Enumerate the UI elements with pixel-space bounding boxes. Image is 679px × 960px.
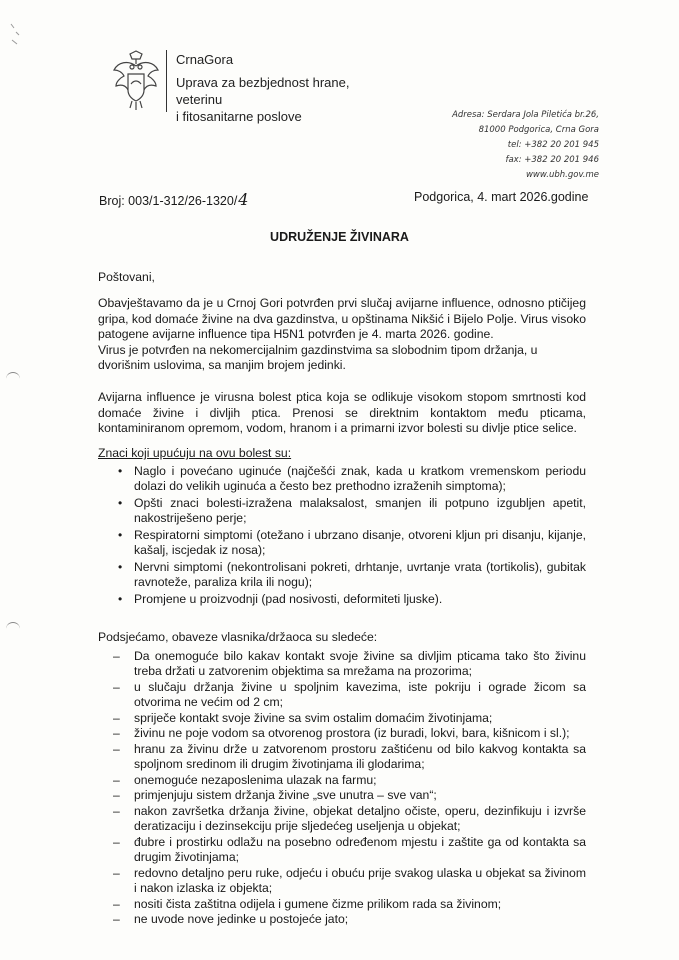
fax: fax: +382 20 201 946 — [505, 155, 599, 165]
header-divider — [166, 50, 167, 112]
handwritten-number: 4 — [238, 190, 249, 209]
dash-icon: – — [113, 834, 120, 849]
dash-icon: – — [113, 741, 120, 756]
list-item-text: Promjene u proizvodnji (pad nosivosti, deformiteti ljuske). — [134, 591, 443, 606]
dash-icon: – — [113, 912, 120, 926]
list-item-text: ne uvode nove jedinke u postojeće jato; — [134, 912, 349, 926]
bullet-icon: • — [118, 495, 123, 510]
pen-mark — [8, 22, 22, 48]
list-item — [98, 742, 586, 773]
punch-hole-mark — [6, 622, 20, 633]
symptoms-list — [98, 464, 586, 608]
list-item — [98, 560, 586, 591]
reference-number — [99, 190, 248, 209]
list-item — [98, 496, 586, 527]
address: Adresa: Serdara Jola Piletića br.26, — [452, 110, 599, 120]
list-item-text: Da onemoguće bilo kakav kontakt svoje živine sa divljim pticama tako što živinu treba držati u zatvorenim objektima sa mrežama na prozorima; — [134, 648, 586, 678]
dash-icon: – — [113, 648, 120, 663]
obligations-list — [98, 649, 586, 928]
symptoms-section — [98, 446, 586, 608]
bullet-icon: • — [118, 559, 123, 574]
list-item-text: đubre i prostirku odlažu na posebno određenom mjestu i zaštite ga od kontakta sa drugim životinjama; — [134, 834, 586, 864]
list-item — [98, 649, 586, 680]
paragraph-2: Avijarna influence je virusna bolest ptica koja se odlikuje visokom stopom smrtnosti kod domaće živine i divljih ptica. Prenosi se direktnim kontaktom među pticama, kontaminiranom opremom, vodom, hranom i a primarni izvor bolesti su divlje ptice selice. — [98, 390, 586, 435]
paragraph-1 — [98, 296, 586, 374]
bullet-icon: • — [118, 591, 123, 606]
punch-hole-mark — [6, 372, 20, 383]
website: www.ubh.gov.me — [525, 170, 599, 180]
dash-icon: – — [113, 710, 120, 725]
list-item-text: živinu ne poje vodom sa otvorenog prostora (iz buradi, lokvi, bara, kišnicom i sl.); — [134, 726, 570, 740]
symptoms-heading: Znaci koji upućuju na ovu bolest su: — [98, 446, 292, 460]
list-item-text: nakon završetka držanja živine, objekat detaljno očiste, operu, dezinfikuju i izvrše deratizaciju i dezinsekciju prije sljedećeg useljenja u objekat; — [134, 803, 586, 833]
greeting: Poštovani, — [98, 270, 155, 284]
list-item — [98, 726, 586, 742]
obligations-heading: Podsjećamo, obaveze vlasnika/držaoca su sledeće: — [98, 630, 378, 644]
list-item-text: Naglo i povećano uginuće (najčešći znak, kada u kratkom vremenskom periodu dolazi do velikih uginuća a često bez prethodno izraženih simptoma); — [134, 463, 586, 493]
list-item — [98, 592, 586, 608]
dash-icon: – — [113, 865, 120, 880]
dash-icon: – — [113, 772, 120, 787]
list-item-text: nositi čista zaštitna odijela i gumene čizme prilikom rada sa živinom; — [134, 896, 502, 911]
dash-icon: – — [113, 896, 120, 911]
city: 81000 Podgorica, Crna Gora — [478, 125, 599, 135]
paragraph-1b-text: Virus je potvrđen na nekomercijalnim gazdinstvima sa slobodnim tipom držanja, u dvorišnim uslovima, sa manjim brojem jedinki. — [98, 342, 538, 372]
list-item-text: primjenjuju sistem držanja živine „sve unutra – sve van“; — [134, 788, 437, 802]
dash-icon: – — [113, 679, 120, 694]
list-item-text: Respiratorni simptomi (otežano i ubrzano disanje, otvoreni kljun pri disanju, kijanje, kašalj, iscjedak iz nosa); — [134, 527, 586, 557]
country-name: CrnaGora — [176, 52, 234, 67]
institution-name-line2: i fitosanitarne poslove — [176, 109, 302, 124]
list-item-text: onemoguće nezaposlenima ulazak na farmu; — [134, 772, 377, 787]
list-item — [98, 528, 586, 559]
dash-icon: – — [113, 803, 120, 818]
institution-header — [176, 51, 396, 125]
dash-icon: – — [113, 726, 120, 740]
institution-name-line1: Uprava za bezbjednost hrane, veterinu — [176, 75, 350, 107]
reference-number-text: Broj: 003/1-312/26-1320/ — [99, 194, 238, 208]
coat-of-arms-icon — [110, 50, 162, 114]
list-item — [98, 835, 586, 866]
list-item — [98, 912, 586, 928]
list-item — [98, 773, 586, 789]
list-item — [98, 788, 586, 804]
dash-icon: – — [113, 788, 120, 802]
list-item-text: hranu za živinu drže u zatvorenom prostoru zaštićenu od bilo kakvog kontakta sa spoljnom sredinom ili drugim životinjama ili glodarima; — [134, 741, 586, 771]
phone: tel: +382 20 201 945 — [507, 140, 599, 150]
list-item — [98, 804, 586, 835]
obligations-section — [98, 630, 586, 928]
bullet-icon: • — [118, 527, 123, 542]
list-item-text: u slučaju držanja živine u spoljnim kavezima, iste pokriju i ograde žicom sa otvorima ne većim od 2 cm; — [134, 679, 586, 709]
list-item — [98, 680, 586, 711]
document-title: UDRUŽENJE ŽIVINARA — [270, 230, 409, 244]
list-item — [98, 711, 586, 727]
list-item-text: redovno detaljno peru ruke, odjeću i obuću prije svakog ulaska u objekat sa živinom i nakon izlaska iz objekta; — [134, 865, 586, 895]
list-item-text: spriječe kontakt svoje živine sa svim ostalim domaćim životinjama; — [134, 710, 493, 725]
list-item — [98, 464, 586, 495]
list-item-text: Opšti znaci bolesti-izražena malaksalost, smanjen ili potpuno izgubljen apetit, nakostriješeno perje; — [134, 495, 586, 525]
paragraph-1-text: Obavještavamo da je u Crnoj Gori potvrđen prvi slučaj avijarne influence, odnosno ptičijeg gripa, kod domaće živine na dva gazdinstva, u opštinama Nikšić i Bijelo Polje. Virus visoko patogene avijarne influence tipa H5N1 potvrđen je 4. marta 2026. godine. — [98, 296, 586, 341]
document-date: Podgorica, 4. mart 2026.godine — [414, 190, 589, 204]
list-item — [98, 897, 586, 913]
list-item-text: Nervni simptomi (nekontrolisani pokreti, drhtanje, uvrtanje vrata (tortikolis), gubitak ravnoteže, paraliza krila ili nogu); — [134, 559, 586, 589]
list-item — [98, 866, 586, 897]
contact-block — [452, 108, 599, 183]
bullet-icon: • — [118, 463, 123, 478]
